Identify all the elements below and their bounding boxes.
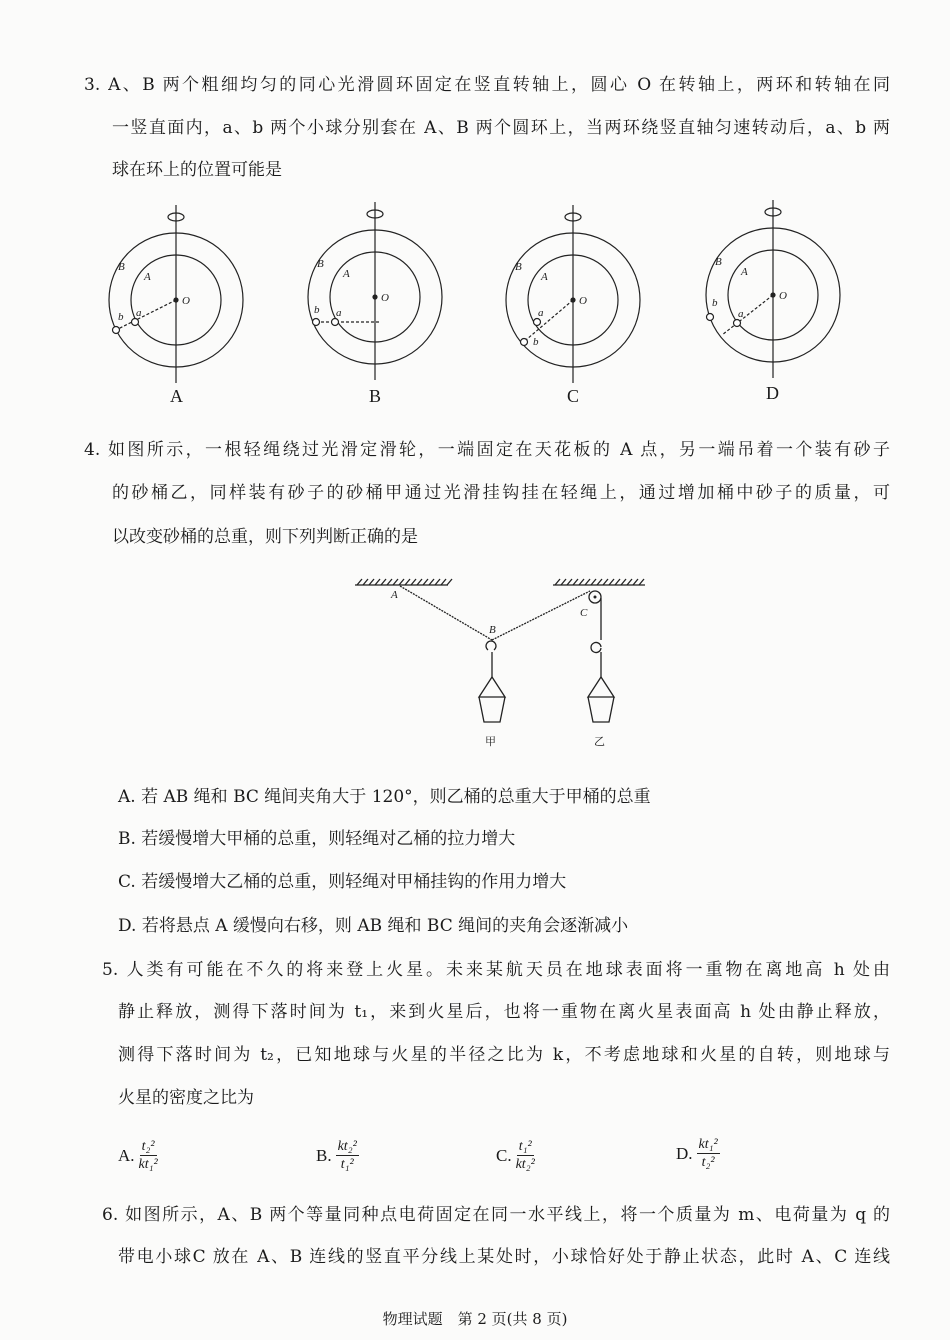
label-ring-b: B [118, 261, 125, 273]
q5-option-c: C. $\frac{\text{t₁²}}{\text{kt₂²}}$ [496, 1139, 535, 1172]
ceiling-hatch [447, 579, 452, 585]
label-ball-b: b [314, 304, 320, 316]
q3-line-1: 3. A、B 两个粗细均匀的同心光滑圆环固定在竖直转轴上，圆心 O 在转轴上，两环和转轴在同 [84, 75, 890, 95]
q4-option-a: A. 若 AB 绳和 BC 绳间夹角大于 120°，则乙桶的总重大于甲桶的总重 [118, 787, 651, 807]
label-ball-b: b [712, 297, 718, 309]
q5-line-1: 5. 人类有可能在不久的将来登上火星。未来某航天员在地球表面将一重物在离地高 h 处由 [102, 960, 890, 980]
label-a: A [391, 589, 398, 601]
q3-caption-b: B [369, 386, 382, 406]
ceiling-hatch [627, 579, 632, 585]
q6-line-1: 6. 如图所示，A、B 两个等量同种点电荷固定在同一水平线上，将一个质量为 m、电荷量为 q 的 [102, 1205, 890, 1225]
q3-caption-c: C [567, 386, 580, 406]
page-footer: 物理试题 第 2 页(共 8 页) [382, 1310, 568, 1328]
label-ring-b: B [515, 261, 522, 273]
ceiling-hatch [363, 579, 368, 585]
label-jia: 甲 [485, 736, 496, 748]
ceiling-hatch [591, 579, 596, 585]
ceiling-hatch [603, 579, 608, 585]
label-o: O [579, 295, 587, 307]
q6-line-2: 带电小球C 放在 A、B 连线的竖直平分线上某处时，小球恰好处于静止状态，此时 A、C 连线 [118, 1247, 890, 1267]
ceiling-hatch [639, 579, 644, 585]
ceiling-hatch [597, 579, 602, 585]
q5-line-2: 静止释放，测得下落时间为 t₁，来到火星后，也将一重物在离火星表面高 h 处由静止释放， [118, 1002, 890, 1022]
ceiling-hatch [381, 579, 386, 585]
label-ball-a: a [538, 307, 544, 319]
q5-line-3: 测得下落时间为 t₂，已知地球与火星的半径之比为 k，不考虑地球和火星的自转，则地球与 [118, 1045, 890, 1065]
q4-line-1: 4. 如图所示，一根轻绳绕过光滑定滑轮，一端固定在天花板的 A 点，另一端吊着一个装有砂子 [84, 440, 890, 460]
ceiling-hatch [573, 579, 578, 585]
ceiling-hatch [417, 579, 422, 585]
bucket-jia [479, 677, 505, 722]
ceiling-hatch [621, 579, 626, 585]
ceiling-hatch [411, 579, 416, 585]
label-ball-a: a [336, 307, 342, 319]
label-o: O [381, 292, 389, 304]
ceiling-hatch [405, 579, 410, 585]
label-ring-b: B [715, 256, 722, 268]
label-ball-b: b [533, 336, 539, 348]
ceiling-hatch [369, 579, 374, 585]
q5-option-a: A. $\frac{\text{t₂²}}{\text{kt₁²}}$ [118, 1139, 158, 1172]
label-ring-a: A [144, 271, 151, 283]
ceiling-hatch [357, 579, 362, 585]
ceiling-hatch [393, 579, 398, 585]
q4-option-d: D. 若将悬点 A 缓慢向右移，则 AB 绳和 BC 绳间的夹角会逐渐减小 [118, 916, 629, 936]
ceiling-hatch [375, 579, 380, 585]
ceiling-hatch [435, 579, 440, 585]
ceiling-hatch [399, 579, 404, 585]
label-ring-b: B [317, 258, 324, 270]
q3-caption-a: A [170, 386, 183, 406]
label-yi: 乙 [594, 736, 605, 748]
q5-option-b: B. $\frac{\text{kt₂²}}{\text{t₁²}}$ [316, 1139, 357, 1172]
ceiling-hatch [579, 579, 584, 585]
label-ball-a: a [136, 307, 142, 319]
label-c: C [580, 607, 588, 619]
q4-option-c: C. 若缓慢增大乙桶的总重，则轻绳对甲桶挂钩的作用力增大 [118, 872, 567, 892]
ceiling-hatch [585, 579, 590, 585]
q3-line-3: 球在环上的位置可能是 [112, 160, 282, 180]
label-ball-a: a [738, 308, 744, 320]
ceiling-hatch [633, 579, 638, 585]
q4-line-2: 的砂桶乙，同样装有砂子的砂桶甲通过光滑挂钩挂在轻绳上，通过增加桶中砂子的质量，可 [112, 483, 890, 503]
label-ring-a: A [541, 271, 548, 283]
q3-caption-d: D [766, 383, 779, 403]
label-o: O [779, 290, 787, 302]
label-ring-a: A [741, 266, 748, 278]
q4-line-3: 以改变砂桶的总重，则下列判断正确的是 [112, 527, 418, 547]
ceiling-hatch [555, 579, 560, 585]
ceiling-hatch [387, 579, 392, 585]
label-ball-b: b [118, 311, 124, 323]
q3-line-2: 一竖直面内，a、b 两个小球分别套在 A、B 两个圆环上，当两环绕竖直轴匀速转动后，a、b 两 [112, 118, 890, 138]
bucket-yi [588, 677, 614, 722]
label-o: O [182, 295, 190, 307]
label-ring-a: A [343, 268, 350, 280]
q5-option-d: D. $\frac{\text{kt₁²}}{\text{t₂²}}$ [676, 1137, 718, 1170]
q5-line-4: 火星的密度之比为 [118, 1088, 254, 1108]
ceiling-hatch [567, 579, 572, 585]
ceiling-hatch [441, 579, 446, 585]
ceiling-hatch [423, 579, 428, 585]
ceiling-hatch [561, 579, 566, 585]
ceiling-hatch [609, 579, 614, 585]
label-b: B [489, 624, 496, 636]
ceiling-hatch [615, 579, 620, 585]
ceiling-hatch [429, 579, 434, 585]
q4-option-b: B. 若缓慢增大甲桶的总重，则轻绳对乙桶的拉力增大 [118, 829, 516, 849]
